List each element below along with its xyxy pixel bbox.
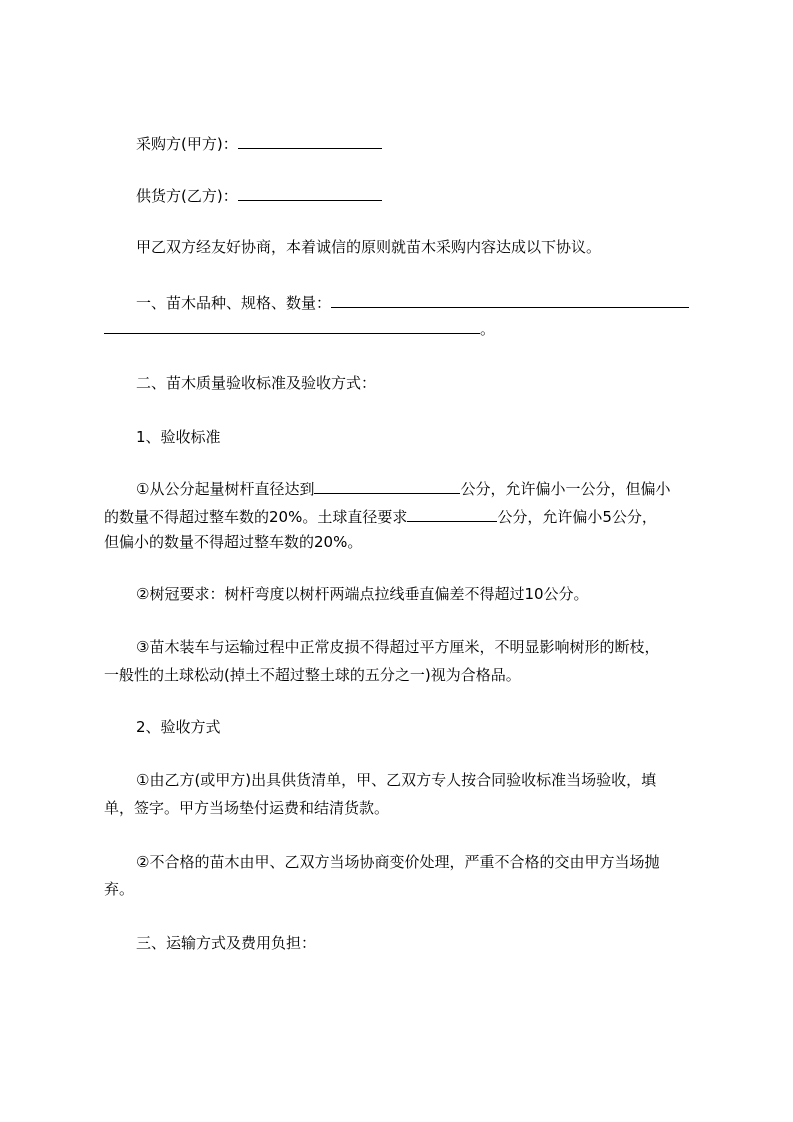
standard-item1-line3: 但偏小的数量不得超过整车数的20%。 [104, 533, 363, 551]
sub2-title: 2、验收方式 [136, 718, 221, 736]
supplier-line [136, 185, 382, 206]
section1-end: 。 [480, 320, 496, 338]
standard-item1-text-a: ①从公分起量树杆直径达到 [136, 480, 315, 498]
section2-title: 二、苗木质量验收标准及验收方式： [136, 374, 377, 392]
buyer-blank [238, 133, 382, 149]
standard-item3-line2: 一般性的土球松动(掉土不超过整土球的五分之一)视为合格品。 [104, 666, 521, 684]
method-item1-line2: 单，签字。甲方当场垫付运费和结清货款。 [104, 799, 390, 817]
section1-line2 [104, 318, 495, 339]
standard-item1-text-c: 的数量不得超过整车数的20%。土球直径要求 [104, 508, 408, 526]
trunk-diameter-blank [314, 478, 460, 494]
method-item1-line1: ①由乙方(或甲方)出具供货清单，甲、乙双方专人按合同验收标准当场验收，填 [136, 771, 657, 789]
supplier-label: 供货方(乙方)： [136, 187, 238, 205]
supplier-blank [238, 185, 382, 201]
standard-item1-line2 [104, 506, 657, 527]
standard-item3-line1: ③苗木装车与运输过程中正常皮损不得超过平方厘米，不明显影响树形的断枝， [136, 638, 660, 656]
method-item2-line1: ②不合格的苗木由甲、乙双方当场协商变价处理，严重不合格的交由甲方当场抛 [136, 853, 660, 871]
standard-item1-line1 [136, 478, 670, 499]
section1-line1 [136, 292, 689, 313]
section1-blank-1 [331, 292, 689, 308]
intro-paragraph: 甲乙双方经友好协商，本着诚信的原则就苗木采购内容达成以下协议。 [136, 238, 602, 256]
sub1-title: 1、验收标准 [136, 428, 221, 446]
section3-title: 三、运输方式及费用负担： [136, 934, 317, 952]
section1-title: 一、苗木品种、规格、数量： [136, 294, 332, 312]
buyer-line [136, 133, 382, 154]
standard-item1-text-d: 公分，允许偏小5公分， [497, 508, 657, 526]
standard-item1-text-b: 公分，允许偏小一公分，但偏小 [460, 480, 671, 498]
method-item2-line2: 弃。 [104, 880, 135, 898]
section1-blank-2 [104, 318, 480, 334]
soil-ball-blank [407, 506, 497, 522]
buyer-label: 采购方(甲方)： [136, 135, 238, 153]
standard-item2: ②树冠要求：树杆弯度以树杆两端点拉线垂直偏差不得超过10公分。 [136, 585, 589, 603]
